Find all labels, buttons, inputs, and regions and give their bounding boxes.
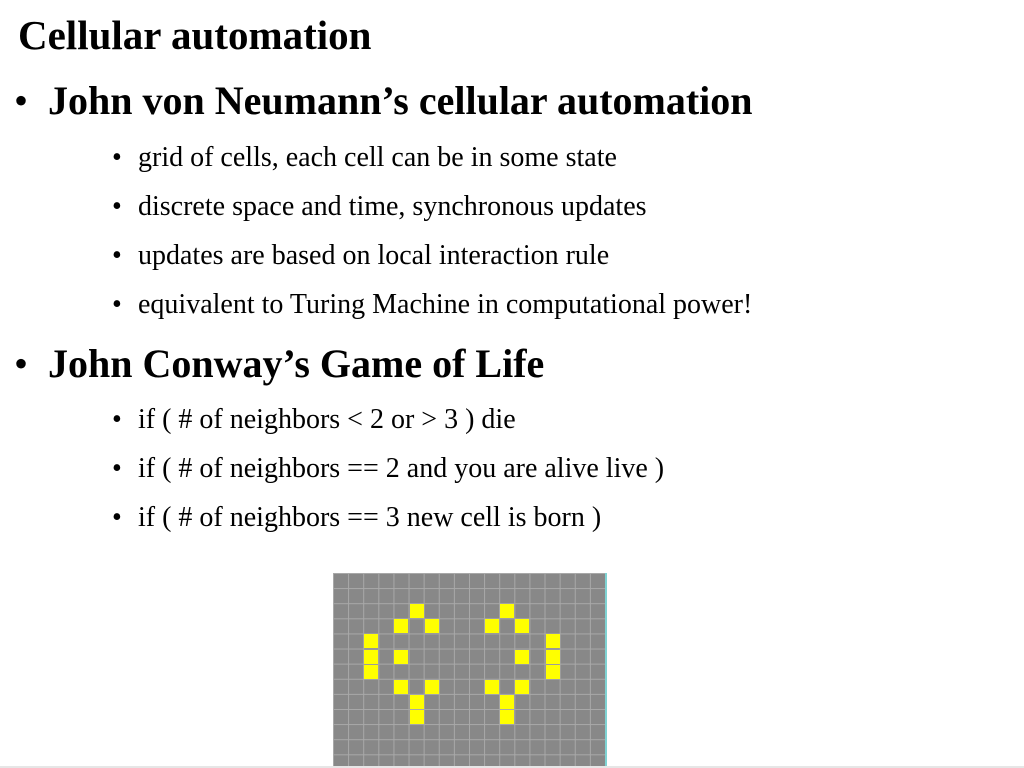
live-cell [425,619,439,633]
bullet-icon: • [112,240,122,271]
live-cell [410,710,424,724]
live-cell [364,650,378,664]
live-cell [515,619,529,633]
live-cell [485,619,499,633]
bullet-icon: • [14,78,29,123]
list-item [112,452,664,486]
list-item-text: equivalent to Turing Machine in computational power! [138,289,753,320]
live-cell [546,650,560,664]
live-cell [485,680,499,694]
live-cell [546,634,560,648]
list-item [112,403,516,437]
section-heading-text: John Conway’s Game of Life [48,341,545,386]
live-cell [394,650,408,664]
section-heading-text: John von Neumann’s cellular automation [48,78,753,123]
bullet-icon: • [112,191,122,222]
live-cell [500,604,514,618]
bullet-icon: • [112,289,122,320]
live-cell [410,604,424,618]
list-item-text: grid of cells, each cell can be in some state [138,142,617,173]
live-cell [546,665,560,679]
live-cell [394,680,408,694]
list-item [112,501,601,535]
image-border-divider [605,573,607,768]
list-item-text: if ( # of neighbors < 2 or > 3 ) die [138,404,516,435]
bullet-icon: • [14,341,29,386]
live-cell [425,680,439,694]
list-item-text: updates are based on local interaction rule [138,240,610,271]
live-cell [515,680,529,694]
live-cell [394,619,408,633]
list-item-text: if ( # of neighbors == 3 new cell is born ) [138,502,602,533]
section-heading-von-neumann [14,78,753,124]
live-cell [364,634,378,648]
list-item [112,288,752,322]
list-item-text: if ( # of neighbors == 2 and you are alive live ) [138,453,665,484]
live-cell [364,665,378,679]
list-item [112,141,617,175]
live-cell [410,695,424,709]
section-heading-game-of-life [14,341,544,387]
bullet-icon: • [112,502,122,533]
bullet-icon: • [112,404,122,435]
list-item-text: discrete space and time, synchronous updates [138,191,647,222]
list-item [112,190,647,224]
live-cell [500,695,514,709]
live-cell [515,650,529,664]
bullet-icon: • [112,453,122,484]
bullet-icon: • [112,142,122,173]
live-cell [500,710,514,724]
slide-title: Cellular automation [18,12,372,58]
game-of-life-grid-image [333,573,605,768]
list-item [112,239,609,273]
